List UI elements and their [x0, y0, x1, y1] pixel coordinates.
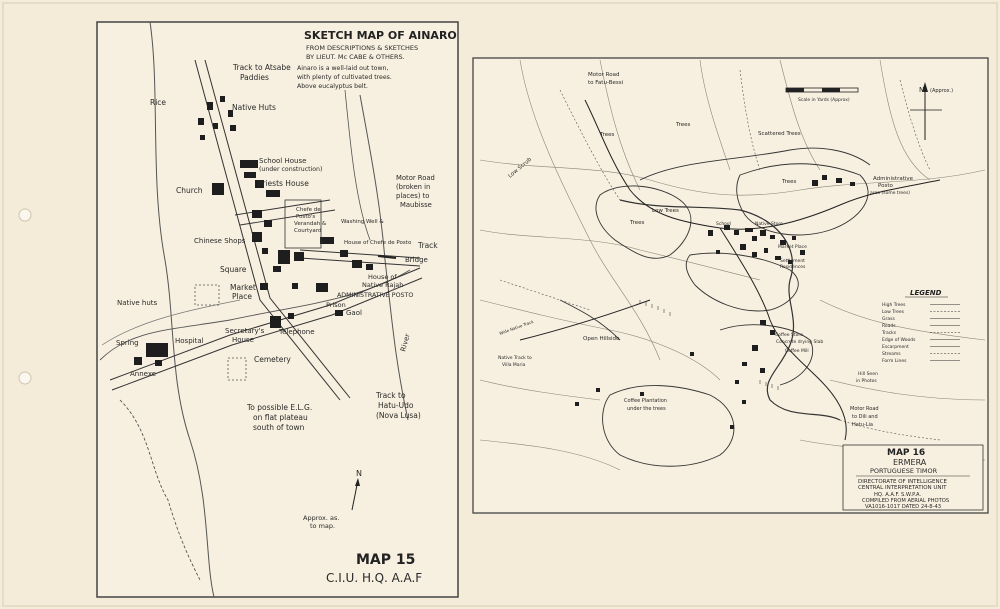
map15-footer-sub: C.I.U. H.Q. A.A.F	[326, 571, 423, 585]
label-native-huts-2: Native huts	[117, 299, 158, 307]
m16-admin-3: area (some trees)	[870, 191, 911, 196]
binder-hole-icon	[19, 209, 31, 221]
m16-admin-2: Posto	[878, 183, 893, 189]
label-annexe: Annexe	[130, 370, 157, 378]
label-bridge: Bridge	[405, 256, 428, 264]
label-house-native-1: House of	[368, 273, 397, 281]
m16-coffee-mill: Coffee Mill	[785, 349, 809, 354]
label-track: Track	[418, 241, 438, 250]
label-square: Square	[220, 265, 247, 274]
label-gaol: Gaol	[346, 309, 362, 317]
label-priests-house: Priests House	[258, 179, 309, 188]
label-market-1: Market	[230, 283, 256, 292]
m16-motor-road-top: Motor Road	[588, 72, 620, 78]
legend-item: Tracks	[882, 331, 897, 336]
m16-settlement-1: Settlement	[780, 259, 805, 264]
label-admin-posto: ADMINISTRATIVE POSTO	[337, 292, 414, 299]
label-chefe-1: Chefe de	[296, 207, 321, 213]
m16-trees: Trees	[600, 132, 615, 138]
map16-unit-5: VA1016-1017 DATED 24-8-43	[865, 504, 942, 510]
label-telephone: Telephone	[279, 328, 315, 336]
map15-note-2: with plenty of cultivated trees.	[297, 74, 392, 81]
m16-low-scrub: Low Scrub	[507, 156, 533, 180]
m16-coffee-plant-2: under the trees	[627, 406, 666, 412]
label-secretary-1: Secretary's	[225, 327, 265, 335]
m16-coffee-store: Coffee Store	[775, 333, 803, 338]
label-washing: Washing Well &	[341, 219, 384, 225]
label-house-native-2: Native Rajah	[362, 281, 404, 289]
label-secretary-2: House	[232, 336, 254, 344]
m16-scattered-trees: Scattered Trees	[758, 131, 801, 137]
legend-item: Grass	[882, 317, 895, 322]
label-elg-1: To possible E.L.G.	[247, 403, 313, 412]
label-house-chefe: House of Chefe de Posto	[344, 240, 412, 246]
label-approx-2: to map.	[310, 522, 336, 530]
legend-item: Low Trees	[882, 310, 905, 315]
label-school-house: School House	[259, 157, 307, 165]
legend-item: High Trees	[882, 303, 906, 308]
legend-item: Streams	[882, 352, 901, 357]
map16-panel	[473, 58, 988, 513]
m16-admin-1: Administrative	[873, 176, 914, 182]
m16-trees-3: Trees	[630, 220, 645, 226]
map15-subtitle-2: BY LIEUT. Mc CABE & OTHERS.	[306, 53, 405, 61]
legend-item: Edge of Woods	[882, 338, 916, 343]
m16-motor-road-b1: Motor Road	[850, 406, 879, 412]
map16-region: PORTUGUESE TIMOR	[870, 467, 938, 475]
m16-hill-seen-2: in Photos	[856, 379, 877, 384]
svg-text:N: N	[919, 86, 925, 94]
m16-trees-2: Trees	[676, 122, 691, 128]
label-elg-3: south of town	[253, 423, 305, 432]
m16-motor-road-b3: Hatu-Lia	[852, 422, 873, 428]
binder-hole-icon	[19, 372, 31, 384]
map15-note-3: Above eucalyptus belt.	[297, 83, 368, 90]
label-motor-road-3: places) to	[396, 192, 430, 200]
legend-item: Roads	[882, 324, 896, 329]
map16-title-block	[843, 445, 983, 510]
m16-open-hillside: Open Hillside	[583, 336, 620, 342]
m16-coffee-plant-1: Coffee Plantation	[624, 398, 667, 404]
map15-footer-title: MAP 15	[356, 552, 416, 568]
m16-native-store: Native Store	[755, 222, 783, 227]
m16-native-track-1: Native Track to	[498, 356, 532, 361]
label-chinese-shops: Chinese Shops	[194, 237, 246, 245]
label-elg-2: on flat plateau	[253, 413, 308, 422]
map16-unit-2: CENTRAL INTERPRETATION UNIT	[858, 485, 947, 491]
svg-text:Scale in Yards (Approx): Scale in Yards (Approx)	[798, 98, 850, 103]
label-hospital: Hospital	[175, 337, 204, 345]
legend-item: Escarpment	[882, 345, 909, 350]
m16-hill-seen-1: Hill Seen	[858, 372, 878, 377]
label-motor-road-1: Motor Road	[396, 174, 435, 182]
label-motor-road-2: (broken in	[396, 183, 431, 191]
map15-title: SKETCH MAP OF AINARO	[304, 29, 457, 42]
label-hatu-2: Hatu-Udo	[378, 401, 414, 410]
m16-motor-road-b2: to Dili and	[852, 414, 878, 420]
m16-native-track-2: Villa Maria	[502, 363, 526, 368]
legend-title: LEGEND	[910, 289, 942, 297]
map16-unit-4: COMPILED FROM AERIAL PHOTOS	[862, 498, 950, 504]
label-church: Church	[176, 186, 203, 195]
label-chefe-4: Courtyard	[294, 228, 322, 234]
label-chefe-2: Posto's	[296, 214, 316, 220]
label-track-atsabe: Track to Atsabe	[233, 63, 291, 72]
map16-title: MAP 16	[887, 448, 926, 458]
map15-note-1: Ainaro is a well-laid out town,	[297, 65, 389, 72]
m16-settlement-2: Residences	[780, 265, 806, 270]
label-school-under: (under construction)	[259, 166, 323, 173]
label-approx-1: Approx. as.	[303, 514, 340, 522]
map16-unit-3: HQ. A.A.F. S.W.P.A.	[874, 492, 922, 498]
label-motor-road-4: Maubisse	[400, 201, 432, 209]
label-chefe-3: Verandah &	[294, 221, 327, 227]
map16-place: ERMERA	[893, 458, 927, 467]
label-cemetery: Cemetery	[254, 355, 291, 364]
m16-low-trees: Low Trees	[652, 208, 679, 214]
svg-text:N: N	[356, 469, 362, 478]
m16-trees-c: Trees	[782, 179, 797, 185]
label-spring: Spring	[116, 339, 139, 347]
map15-panel	[97, 22, 458, 597]
legend-item: Form Lines	[882, 359, 907, 364]
m16-wide-track: Wide Native Track	[498, 318, 535, 336]
map15-subtitle-1: FROM DESCRIPTIONS & SKETCHES	[306, 44, 419, 52]
label-river: River	[399, 332, 412, 353]
m16-to-fatu: to Fatu-Bessi	[588, 80, 624, 86]
m16-school: School	[716, 222, 731, 227]
m16-market-place: Market Place	[778, 245, 807, 250]
label-hatu-1: Track to	[376, 391, 406, 400]
svg-text:(Approx.): (Approx.)	[930, 88, 954, 94]
label-hatu-3: (Nova Lusa)	[376, 411, 421, 420]
label-rice: Rice	[150, 98, 167, 107]
label-native-huts: Native Huts	[232, 103, 276, 112]
label-market-2: Place	[232, 292, 252, 301]
label-paddies: Paddies	[240, 73, 269, 82]
label-prison: Prison	[326, 301, 346, 309]
map16-unit-1: DIRECTORATE OF INTELLIGENCE	[858, 479, 947, 485]
m16-concrete-drying: Concrete drying Slab	[776, 340, 824, 345]
